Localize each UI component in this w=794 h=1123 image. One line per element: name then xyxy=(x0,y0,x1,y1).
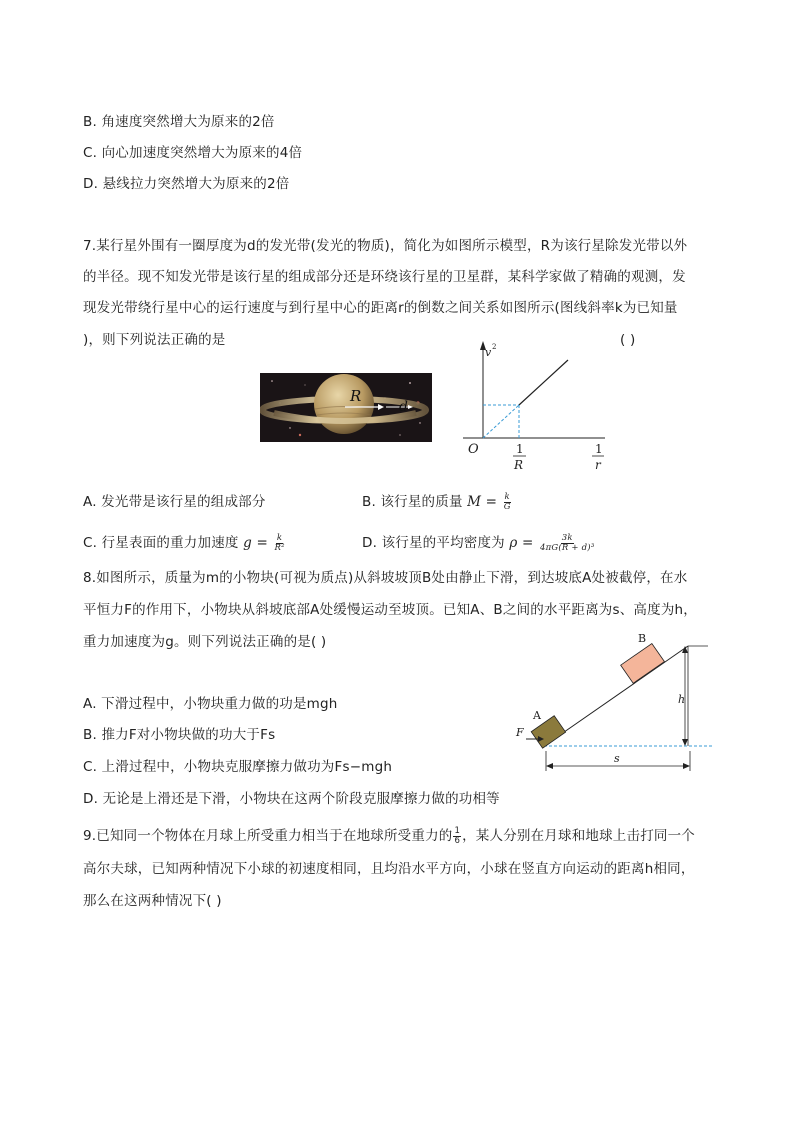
q8-option-c: C. 上滑过程中，小物块克服摩擦力做功为Fs−mgh xyxy=(83,759,393,775)
q7-option-d xyxy=(362,533,596,553)
q9-stem-line-1-pre: 9.已知同一个物体在月球上所受重力相当于在地球所受重力的 xyxy=(83,828,453,844)
q8-option-b: B. 推力F对小物块做的功大于Fs xyxy=(83,727,276,743)
q9-stem-line-3: 那么在这两种情况下( ) xyxy=(83,893,222,909)
radius-label: R xyxy=(350,387,362,405)
q6-option-c: C. 向心加速度突然增大为原来的4倍 xyxy=(83,145,303,161)
q8-slope-figure xyxy=(508,625,714,775)
block-a-label: A xyxy=(533,709,541,722)
tick-1-over-R-num: 1 xyxy=(516,442,524,456)
q7-option-b-text: B. 该行星的质量 xyxy=(362,494,463,510)
force-label: F xyxy=(516,726,524,739)
q8-stem-line-3: 重力加速度为g。则下列说法正确的是( ) xyxy=(83,634,327,650)
q7-option-c-denominator: R² xyxy=(274,542,285,553)
thickness-label: d xyxy=(399,399,408,415)
q7-option-b-lhs: M = xyxy=(467,494,498,510)
q6-option-d: D. 悬线拉力突然增大为原来的2倍 xyxy=(83,176,290,192)
origin-label: O xyxy=(468,442,479,457)
q8-option-d: D. 无论是上滑还是下滑，小物块在这两个阶段克服摩擦力做的功相等 xyxy=(83,791,500,807)
distance-label: s xyxy=(614,752,620,765)
y-axis-label: v xyxy=(485,346,492,359)
q7-option-b-numerator: k xyxy=(504,491,510,502)
q7-graph xyxy=(455,338,615,478)
q7-option-b-fraction xyxy=(503,493,512,512)
q8-stem-line-2: 平恒力F的作用下，小物块从斜坡底部A处缓慢运动至坡顶。已知A、B之间的水平距离为s、高度为h， xyxy=(83,602,697,618)
tick-1-over-R-den: R xyxy=(514,458,524,472)
q7-planet-image xyxy=(260,373,432,442)
q7-answer-bracket: ( ) xyxy=(620,332,636,348)
tick-1-over-r-den: r xyxy=(595,458,601,472)
q9-fraction xyxy=(453,827,461,846)
q7-stem-line-3: 现发光带绕行星中心的运行速度与到行星中心的距离r的倒数之间关系如图所示(图线斜率k为已知量 xyxy=(83,300,678,316)
q7-stem-line-2: 的半径。现不知发光带是该行星的组成部分还是环绕该行星的卫星群，某科学家做了精确的观测，发 xyxy=(83,269,686,285)
q7-option-b xyxy=(362,492,513,512)
q7-option-c-fraction xyxy=(273,534,285,553)
q6-option-b: B. 角速度突然增大为原来的2倍 xyxy=(83,114,275,130)
q8-option-a: A. 下滑过程中，小物块重力做的功是mgh xyxy=(83,696,338,712)
q8-stem-line-1: 8.如图所示，质量为m的小物块(可视为质点)从斜坡坡顶B处由静止下滑，到达坡底A处被截停，在水 xyxy=(83,570,688,586)
q9-fraction-numerator: 1 xyxy=(454,825,461,836)
q7-option-c-lhs: g = xyxy=(243,535,268,551)
q7-option-d-denominator: 4πG(R + d)³ xyxy=(540,542,595,553)
y-axis-superscript: 2 xyxy=(492,343,497,351)
q9-stem-line-1 xyxy=(83,826,695,846)
q7-option-c-text: C. 行星表面的重力加速度 xyxy=(83,535,239,551)
q9-stem-line-2: 高尔夫球，已知两种情况下小球的初速度相同，且均沿水平方向，小球在竖直方向运动的距离h相同， xyxy=(83,861,695,877)
block-b-label: B xyxy=(638,632,647,645)
q7-stem-line-4: )，则下列说法正确的是 xyxy=(83,332,226,348)
q7-option-d-text: D. 该行星的平均密度为 xyxy=(362,535,505,551)
q7-option-c-numerator: k xyxy=(276,532,283,543)
q9-stem-line-1-post: ，某人分别在月球和地球上击打同一个 xyxy=(462,828,695,844)
q9-fraction-denominator: 6 xyxy=(454,835,461,846)
tick-1-over-r-num: 1 xyxy=(595,442,603,456)
q7-option-d-numerator: 3k xyxy=(561,532,573,543)
q7-stem-line-1: 7.某行星外围有一圈厚度为d的发光带(发光的物质)，简化为如图所示模型，R为该行星除发光带以外 xyxy=(83,238,688,254)
height-label: h xyxy=(678,693,686,706)
q7-option-d-fraction xyxy=(539,534,595,553)
q7-option-b-denominator: G xyxy=(503,501,511,512)
q7-option-d-lhs: ρ = xyxy=(509,535,534,551)
q7-option-a: A. 发光带是该行星的组成部分 xyxy=(83,494,266,510)
q7-option-c xyxy=(83,533,287,553)
